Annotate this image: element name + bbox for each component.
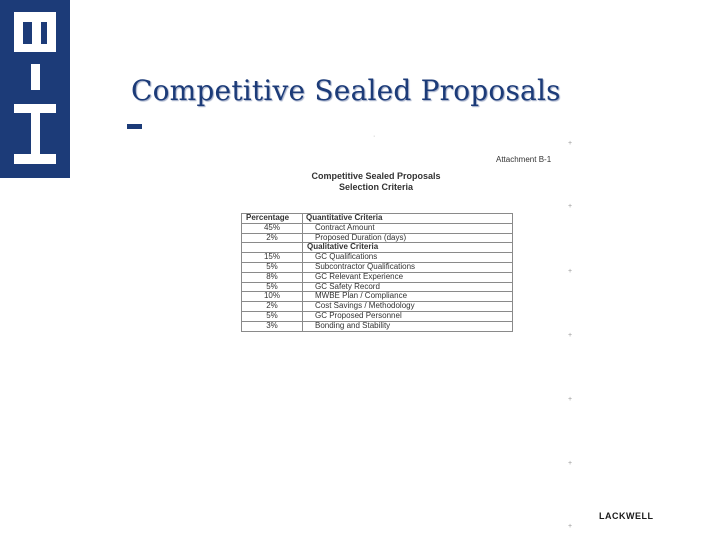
table-row — [242, 262, 513, 272]
table-row — [242, 302, 513, 312]
criterion-cell: Subcontractor Qualifications — [303, 262, 513, 272]
table-row — [242, 223, 513, 233]
scan-speck: + — [568, 523, 573, 530]
scan-speck: + — [568, 203, 573, 210]
percentage-cell: 2% — [242, 233, 303, 243]
criterion-cell: Contract Amount — [303, 223, 513, 233]
title-accent-dash — [127, 124, 142, 129]
column-header-quantitative: Quantitative Criteria — [303, 214, 513, 224]
percentage-cell: 5% — [242, 311, 303, 321]
percentage-cell: 3% — [242, 321, 303, 331]
table-row — [242, 311, 513, 321]
percentage-cell: 8% — [242, 272, 303, 282]
percentage-cell: 45% — [242, 223, 303, 233]
attachment-label: Attachment B-1 — [496, 155, 552, 164]
criterion-cell: MWBE Plan / Compliance — [303, 292, 513, 302]
selection-criteria-table — [241, 213, 513, 332]
scan-speck: + — [568, 332, 573, 339]
percentage-cell: 2% — [242, 302, 303, 312]
slide-title: Competitive Sealed Proposals — [131, 74, 561, 107]
table-section-row — [242, 243, 513, 253]
percentage-cell: 5% — [242, 282, 303, 292]
criterion-cell: GC Proposed Personnel — [303, 311, 513, 321]
company-logo — [0, 0, 70, 178]
percentage-cell: 5% — [242, 262, 303, 272]
scan-speck: + — [568, 140, 573, 147]
document-heading: Competitive Sealed Proposals — [311, 171, 441, 181]
percentage-cell: 10% — [242, 292, 303, 302]
criterion-cell: GC Qualifications — [303, 253, 513, 263]
table-row — [242, 321, 513, 331]
scan-speck: + — [568, 268, 573, 275]
column-header-percentage: Percentage — [242, 214, 303, 224]
table-row — [242, 253, 513, 263]
document-subheading: Selection Criteria — [338, 182, 414, 192]
criterion-cell: Proposed Duration (days) — [303, 233, 513, 243]
table-header-row — [242, 214, 513, 224]
criterion-cell: GC Safety Record — [303, 282, 513, 292]
criterion-cell: Cost Savings / Methodology — [303, 302, 513, 312]
percentage-cell: 15% — [242, 253, 303, 263]
scan-speck: + — [568, 460, 573, 467]
scan-speck: · — [373, 133, 376, 140]
qualitative-section-heading: Qualitative Criteria — [303, 243, 513, 253]
table-row — [242, 272, 513, 282]
footer-brand-logo: LACKWELL — [599, 511, 654, 521]
criterion-cell: Bonding and Stability — [303, 321, 513, 331]
criterion-cell: GC Relevant Experience — [303, 272, 513, 282]
scan-speck: + — [568, 396, 573, 403]
